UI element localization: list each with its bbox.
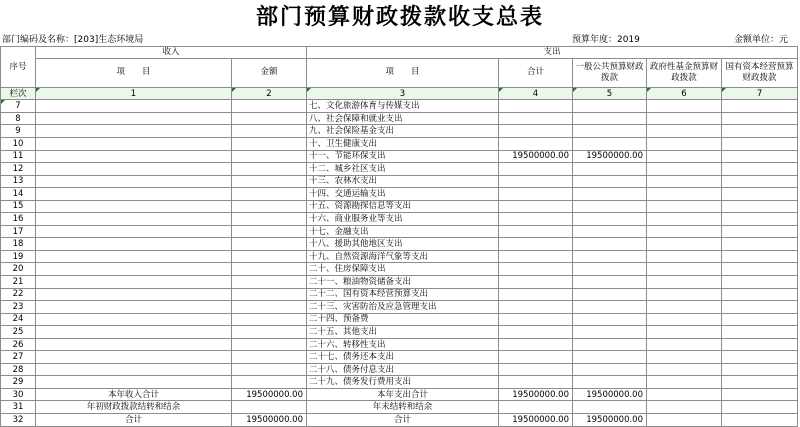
income-amount-cell[interactable]: [232, 238, 307, 251]
expense-total-cell[interactable]: [499, 276, 573, 289]
income-amount-cell[interactable]: [232, 250, 307, 263]
table-row: [1, 376, 798, 389]
general-budget-cell[interactable]: [573, 376, 647, 389]
table-row: [1, 200, 798, 213]
colnum-6[interactable]: 6: [647, 87, 722, 100]
expense-total-cell[interactable]: [499, 313, 573, 326]
table-row: [1, 351, 798, 364]
income-amount-cell[interactable]: [232, 376, 307, 389]
expense-item-cell[interactable]: 十五、资源勘探信息等支出: [307, 200, 499, 213]
expense-total-cell[interactable]: [499, 263, 573, 276]
fund-budget-cell[interactable]: [647, 188, 722, 201]
general-budget-cell[interactable]: [573, 188, 647, 201]
expense-item-cell[interactable]: 二十、住房保障支出: [307, 263, 499, 276]
income-item-cell[interactable]: [36, 100, 232, 113]
fund-budget-cell[interactable]: [647, 351, 722, 364]
income-amount-cell[interactable]: [232, 263, 307, 276]
state-capital-cell[interactable]: [722, 250, 798, 263]
fund-budget-cell[interactable]: [647, 150, 722, 163]
fund-budget-cell[interactable]: [647, 263, 722, 276]
expense-total-cell[interactable]: [499, 213, 573, 226]
income-item-cell[interactable]: [36, 301, 232, 314]
table-row: [1, 150, 798, 163]
row-seq[interactable]: 12: [1, 163, 36, 176]
table-row: [1, 112, 798, 125]
fund-budget-cell[interactable]: [647, 225, 722, 238]
colnum-3[interactable]: 3: [307, 87, 499, 100]
table-row: [1, 125, 798, 138]
row-seq[interactable]: 26: [1, 338, 36, 351]
state-capital-cell[interactable]: [722, 225, 798, 238]
header-income-amount[interactable]: 金额: [232, 58, 307, 87]
row-seq[interactable]: 25: [1, 326, 36, 339]
header-general-budget[interactable]: 一般公共预算财政拨款: [573, 58, 647, 87]
income-item-cell[interactable]: [36, 376, 232, 389]
header-state-capital-budget[interactable]: 国有资本经营预算财政拨款: [722, 58, 798, 87]
row-seq[interactable]: 14: [1, 188, 36, 201]
expense-item-cell[interactable]: 二十三、灾害防治及应急管理支出: [307, 301, 499, 314]
fund-budget-cell[interactable]: [647, 200, 722, 213]
table-row: [1, 250, 798, 263]
row-seq[interactable]: 30: [1, 388, 36, 401]
expense-total-cell[interactable]: [499, 250, 573, 263]
expense-item-cell[interactable]: 二十一、粮油物资储备支出: [307, 276, 499, 289]
expense-item-cell[interactable]: 十六、商业服务业等支出: [307, 213, 499, 226]
general-budget-cell[interactable]: [573, 276, 647, 289]
money-unit-label: 金额单位：元: [734, 35, 789, 45]
expense-total-cell[interactable]: [499, 163, 573, 176]
expense-item-cell[interactable]: 二十七、债务还本支出: [307, 351, 499, 364]
header-expense-item[interactable]: 项 目: [307, 58, 499, 87]
state-capital-cell[interactable]: [722, 213, 798, 226]
expense-total-cell[interactable]: [499, 301, 573, 314]
row-seq[interactable]: 27: [1, 351, 36, 364]
state-capital-cell[interactable]: [722, 376, 798, 389]
fund-budget-cell[interactable]: [647, 163, 722, 176]
budget-table: [0, 46, 798, 427]
header-seq[interactable]: 序号: [1, 47, 36, 88]
state-capital-cell[interactable]: [722, 326, 798, 339]
income-amount-cell[interactable]: [232, 351, 307, 364]
expense-item-cell[interactable]: 合计: [307, 414, 499, 427]
income-item-cell[interactable]: [36, 263, 232, 276]
income-item-cell[interactable]: [36, 338, 232, 351]
row-seq[interactable]: 16: [1, 213, 36, 226]
general-budget-cell[interactable]: [573, 301, 647, 314]
colnum-label[interactable]: 栏次: [1, 87, 36, 100]
income-item-cell[interactable]: 合计: [36, 414, 232, 427]
row-seq[interactable]: 21: [1, 276, 36, 289]
general-budget-cell[interactable]: [573, 363, 647, 376]
colnum-5[interactable]: 5: [573, 87, 647, 100]
state-capital-cell[interactable]: [722, 137, 798, 150]
expense-total-cell[interactable]: 19500000.00: [499, 388, 573, 401]
expense-total-cell[interactable]: [499, 288, 573, 301]
state-capital-cell[interactable]: [722, 351, 798, 364]
income-amount-cell[interactable]: [232, 213, 307, 226]
table-row: [1, 225, 798, 238]
expense-total-cell[interactable]: [499, 200, 573, 213]
income-item-cell[interactable]: [36, 200, 232, 213]
state-capital-cell[interactable]: [722, 276, 798, 289]
expense-item-cell[interactable]: 二十四、预备费: [307, 313, 499, 326]
state-capital-cell[interactable]: [722, 414, 798, 427]
expense-item-cell[interactable]: 十一、节能环保支出: [307, 150, 499, 163]
expense-total-cell[interactable]: [499, 125, 573, 138]
state-capital-cell[interactable]: [722, 125, 798, 138]
general-budget-cell[interactable]: [573, 213, 647, 226]
expense-item-cell[interactable]: 二十五、其他支出: [307, 326, 499, 339]
general-budget-cell[interactable]: 19500000.00: [573, 388, 647, 401]
expense-item-cell[interactable]: 二十六、转移性支出: [307, 338, 499, 351]
income-item-cell[interactable]: [36, 175, 232, 188]
general-budget-cell[interactable]: [573, 401, 647, 414]
income-amount-cell[interactable]: [232, 150, 307, 163]
income-item-cell[interactable]: [36, 163, 232, 176]
table-row: [1, 301, 798, 314]
expense-total-cell[interactable]: [499, 175, 573, 188]
fund-budget-cell[interactable]: [647, 338, 722, 351]
general-budget-cell[interactable]: [573, 137, 647, 150]
expense-total-cell[interactable]: [499, 376, 573, 389]
expense-total-cell[interactable]: [499, 112, 573, 125]
state-capital-cell[interactable]: [722, 388, 798, 401]
income-item-cell[interactable]: [36, 213, 232, 226]
expense-item-cell[interactable]: 二十二、国有资本经营预算支出: [307, 288, 499, 301]
fund-budget-cell[interactable]: [647, 388, 722, 401]
income-amount-cell[interactable]: [232, 200, 307, 213]
fund-budget-cell[interactable]: [647, 276, 722, 289]
table-row: [1, 338, 798, 351]
expense-item-cell[interactable]: 九、社会保险基金支出: [307, 125, 499, 138]
fund-budget-cell[interactable]: [647, 313, 722, 326]
expense-item-cell[interactable]: 十四、交通运输支出: [307, 188, 499, 201]
fund-budget-cell[interactable]: [647, 125, 722, 138]
colnum-2[interactable]: 2: [232, 87, 307, 100]
expense-item-cell[interactable]: 七、文化旅游体育与传媒支出: [307, 100, 499, 113]
income-amount-cell[interactable]: [232, 137, 307, 150]
expense-total-cell[interactable]: 19500000.00: [499, 150, 573, 163]
page-title: 部门预算财政拨款收支总表: [255, 4, 544, 30]
info-row: [0, 34, 800, 46]
row-seq[interactable]: 9: [1, 125, 36, 138]
row-seq[interactable]: 28: [1, 363, 36, 376]
expense-total-cell[interactable]: [499, 225, 573, 238]
income-amount-cell[interactable]: [232, 313, 307, 326]
income-item-cell[interactable]: 本年收入合计: [36, 388, 232, 401]
state-capital-cell[interactable]: [722, 363, 798, 376]
colnum-1[interactable]: 1: [36, 87, 232, 100]
header-expense[interactable]: 支出: [307, 47, 798, 59]
table-row: [1, 363, 798, 376]
row-seq[interactable]: 22: [1, 288, 36, 301]
general-budget-cell[interactable]: [573, 238, 647, 251]
state-capital-cell[interactable]: [722, 301, 798, 314]
row-seq[interactable]: 11: [1, 150, 36, 163]
expense-item-cell[interactable]: 十九、自然资源海洋气象等支出: [307, 250, 499, 263]
general-budget-cell[interactable]: [573, 263, 647, 276]
state-capital-cell[interactable]: [722, 263, 798, 276]
expense-total-cell[interactable]: [499, 326, 573, 339]
expense-item-cell[interactable]: 十七、金融支出: [307, 225, 499, 238]
expense-item-cell[interactable]: 十二、城乡社区支出: [307, 163, 499, 176]
row-seq[interactable]: 32: [1, 414, 36, 427]
expense-total-cell[interactable]: [499, 100, 573, 113]
general-budget-cell[interactable]: [573, 100, 647, 113]
row-seq[interactable]: 8: [1, 112, 36, 125]
income-amount-cell[interactable]: [232, 163, 307, 176]
income-amount-cell[interactable]: [232, 301, 307, 314]
header-income[interactable]: 收入: [36, 47, 307, 59]
table-row: [1, 313, 798, 326]
income-amount-cell[interactable]: [232, 125, 307, 138]
row-seq[interactable]: 10: [1, 137, 36, 150]
income-amount-cell[interactable]: [232, 225, 307, 238]
income-item-cell[interactable]: [36, 112, 232, 125]
row-seq[interactable]: 15: [1, 200, 36, 213]
fund-budget-cell[interactable]: [647, 250, 722, 263]
income-amount-cell[interactable]: [232, 188, 307, 201]
fund-budget-cell[interactable]: [647, 100, 722, 113]
general-budget-cell[interactable]: 19500000.00: [573, 150, 647, 163]
income-item-cell[interactable]: [36, 150, 232, 163]
fund-budget-cell[interactable]: [647, 288, 722, 301]
budget-year-label: 预算年度：2019: [572, 35, 640, 45]
expense-item-cell[interactable]: 本年支出合计: [307, 388, 499, 401]
expense-item-cell[interactable]: 二十八、债务付息支出: [307, 363, 499, 376]
fund-budget-cell[interactable]: [647, 175, 722, 188]
income-item-cell[interactable]: [36, 363, 232, 376]
income-amount-cell[interactable]: [232, 112, 307, 125]
general-budget-cell[interactable]: [573, 313, 647, 326]
table-row: [1, 263, 798, 276]
income-amount-cell[interactable]: [232, 175, 307, 188]
fund-budget-cell[interactable]: [647, 137, 722, 150]
state-capital-cell[interactable]: [722, 288, 798, 301]
table-row: [1, 137, 798, 150]
state-capital-cell[interactable]: [722, 112, 798, 125]
row-seq[interactable]: 20: [1, 263, 36, 276]
expense-total-cell[interactable]: [499, 338, 573, 351]
fund-budget-cell[interactable]: [647, 112, 722, 125]
fund-budget-cell[interactable]: [647, 301, 722, 314]
expense-item-cell[interactable]: 十、卫生健康支出: [307, 137, 499, 150]
state-capital-cell[interactable]: [722, 401, 798, 414]
row-seq[interactable]: 29: [1, 376, 36, 389]
row-seq[interactable]: 18: [1, 238, 36, 251]
fund-budget-cell[interactable]: [647, 326, 722, 339]
income-item-cell[interactable]: [36, 276, 232, 289]
colnum-4[interactable]: 4: [499, 87, 573, 100]
expense-item-cell[interactable]: 八、社会保障和就业支出: [307, 112, 499, 125]
summary-row: [1, 401, 798, 414]
income-item-cell[interactable]: 年初财政拨款结转和结余: [36, 401, 232, 414]
state-capital-cell[interactable]: [722, 175, 798, 188]
income-amount-cell[interactable]: 19500000.00: [232, 414, 307, 427]
expense-total-cell[interactable]: [499, 363, 573, 376]
header-income-item[interactable]: 项 目: [36, 58, 232, 87]
state-capital-cell[interactable]: [722, 200, 798, 213]
income-item-cell[interactable]: [36, 326, 232, 339]
table-row: [1, 326, 798, 339]
expense-item-cell[interactable]: 十八、援助其他地区支出: [307, 238, 499, 251]
expense-total-cell[interactable]: [499, 238, 573, 251]
state-capital-cell[interactable]: [722, 338, 798, 351]
general-budget-cell[interactable]: [573, 250, 647, 263]
table-row: [1, 188, 798, 201]
income-amount-cell[interactable]: [232, 401, 307, 414]
summary-row: [1, 414, 798, 427]
header-fund-budget[interactable]: 政府性基金预算财政拨款: [647, 58, 722, 87]
income-item-cell[interactable]: [36, 313, 232, 326]
table-row: [1, 175, 798, 188]
income-item-cell[interactable]: [36, 238, 232, 251]
income-item-cell[interactable]: [36, 188, 232, 201]
row-seq[interactable]: 24: [1, 313, 36, 326]
income-amount-cell[interactable]: 19500000.00: [232, 388, 307, 401]
row-seq[interactable]: 17: [1, 225, 36, 238]
general-budget-cell[interactable]: [573, 338, 647, 351]
general-budget-cell[interactable]: [573, 125, 647, 138]
income-item-cell[interactable]: [36, 137, 232, 150]
expense-item-cell[interactable]: 二十九、债务发行费用支出: [307, 376, 499, 389]
colnum-7[interactable]: 7: [722, 87, 798, 100]
income-amount-cell[interactable]: [232, 100, 307, 113]
general-budget-cell[interactable]: [573, 200, 647, 213]
table-row: [1, 276, 798, 289]
income-item-cell[interactable]: [36, 250, 232, 263]
expense-item-cell[interactable]: 十三、农林水支出: [307, 175, 499, 188]
expense-total-cell[interactable]: 19500000.00: [499, 414, 573, 427]
general-budget-cell[interactable]: [573, 175, 647, 188]
general-budget-cell[interactable]: [573, 112, 647, 125]
general-budget-cell[interactable]: [573, 288, 647, 301]
table-row: [1, 100, 798, 113]
general-budget-cell[interactable]: [573, 163, 647, 176]
row-seq[interactable]: 7: [1, 100, 36, 113]
header-expense-total[interactable]: 合计: [499, 58, 573, 87]
income-item-cell[interactable]: [36, 225, 232, 238]
row-seq[interactable]: 19: [1, 250, 36, 263]
state-capital-cell[interactable]: [722, 188, 798, 201]
state-capital-cell[interactable]: [722, 238, 798, 251]
income-amount-cell[interactable]: [232, 276, 307, 289]
income-amount-cell[interactable]: [232, 338, 307, 351]
summary-row: [1, 388, 798, 401]
expense-total-cell[interactable]: [499, 401, 573, 414]
table-row: [1, 213, 798, 226]
general-budget-cell[interactable]: [573, 351, 647, 364]
income-amount-cell[interactable]: [232, 363, 307, 376]
income-item-cell[interactable]: [36, 351, 232, 364]
row-seq[interactable]: 13: [1, 175, 36, 188]
table-row: [1, 163, 798, 176]
expense-total-cell[interactable]: [499, 188, 573, 201]
row-seq[interactable]: 23: [1, 301, 36, 314]
expense-total-cell[interactable]: [499, 137, 573, 150]
expense-item-cell[interactable]: 年末结转和结余: [307, 401, 499, 414]
state-capital-cell[interactable]: [722, 150, 798, 163]
department-label: 部门编码及名称：[203]生态环境局: [2, 35, 144, 45]
income-item-cell[interactable]: [36, 125, 232, 138]
income-item-cell[interactable]: [36, 288, 232, 301]
general-budget-cell[interactable]: 19500000.00: [573, 414, 647, 427]
table-row: [1, 238, 798, 251]
income-amount-cell[interactable]: [232, 288, 307, 301]
row-seq[interactable]: 31: [1, 401, 36, 414]
state-capital-cell[interactable]: [722, 313, 798, 326]
fund-budget-cell[interactable]: [647, 376, 722, 389]
table-row: [1, 288, 798, 301]
general-budget-cell[interactable]: [573, 326, 647, 339]
fund-budget-cell[interactable]: [647, 401, 722, 414]
fund-budget-cell[interactable]: [647, 238, 722, 251]
fund-budget-cell[interactable]: [647, 414, 722, 427]
fund-budget-cell[interactable]: [647, 213, 722, 226]
general-budget-cell[interactable]: [573, 225, 647, 238]
expense-total-cell[interactable]: [499, 351, 573, 364]
state-capital-cell[interactable]: [722, 163, 798, 176]
state-capital-cell[interactable]: [722, 100, 798, 113]
income-amount-cell[interactable]: [232, 326, 307, 339]
fund-budget-cell[interactable]: [647, 363, 722, 376]
